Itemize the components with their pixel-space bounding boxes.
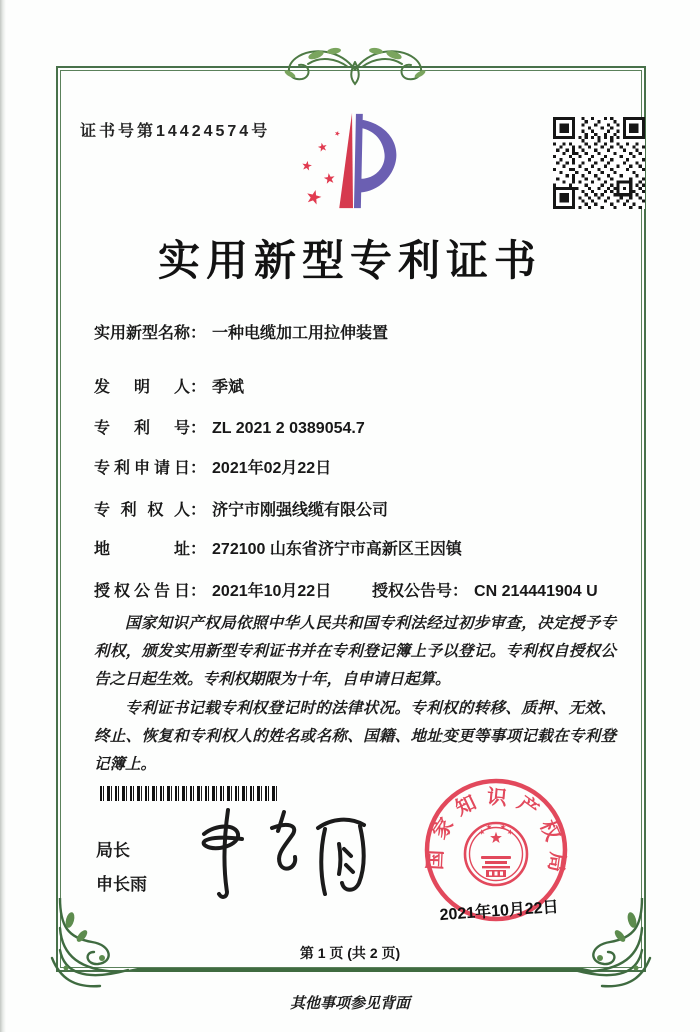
see-back-note: 其他事项参见背面 [289,996,410,1012]
field-value: ZL 2021 2 0389054.7 [212,420,365,437]
director-handwritten-signature [192,804,387,904]
cnipa-patent-logo [293,110,413,218]
field-value: 季斌 [212,379,245,396]
field-value: 272100 山东省济宁市高新区王因镇 [212,541,462,558]
field-row-filing-date: 专利申请日： 2021年02月22日 [94,455,331,478]
field-label: 专利申请日 [94,460,190,477]
grant-number-pair: 授权公告号： CN 214441904 U [372,583,598,600]
grant-number-label: 授权公告号 [372,583,453,600]
barcode [100,786,278,801]
top-floral-ornament [250,34,460,96]
field-value: 2021年02月22日 [212,460,332,477]
director-name: 申长雨 [96,875,147,894]
certificate-title: 实用新型专利证书 [157,239,542,285]
field-label: 专利号 [94,420,190,437]
legal-paragraph-2: 专利证书记载专利权登记时的法律状况。专利权的转移、质押、无效、终止、恢复和专利权人的姓名或名称、国籍、地址变更等事项记载在专利登记簿上。 [94,699,616,774]
grant-row: 授权公告日： 2021年10月22日 授权公告号： CN 214441904 U [94,578,618,601]
field-value: 济宁市刚强线缆有限公司 [212,502,389,519]
grant-date-value: 2021年10月22日 [212,583,332,600]
certificate-number: 证书号第14424574号 [80,123,271,140]
field-label: 专利权人 [94,502,190,519]
director-title: 局长 [96,841,130,860]
field-value: 一种电缆加工用拉伸装置 [212,325,389,342]
grant-number-value: CN 214441904 U [474,583,598,600]
grant-date-label: 授权公告日 [94,583,190,600]
legal-paragraph-1: 国家知识产权局依照中华人民共和国专利法经过初步审查，决定授予专利权，颁发实用新型专利证书并在专利登记簿上予以登记。专利权自授权公告之日起生效。专利权期限为十年，自申请日起算。 [94,615,616,689]
field-row-utility-model-name: 实用新型名称： 一种电缆加工用拉伸装置 [94,320,388,343]
seal-date: 2021年10月22日 [439,898,560,925]
field-label: 地址 [94,541,190,558]
field-row-patent-number: 专利号： ZL 2021 2 0389054.7 [94,415,365,438]
qr-code [553,117,645,209]
seal-org-text: 国家知识产权局 [424,786,569,883]
field-label: 发明人 [94,379,190,396]
page-number: 第 1 页 (共 2 页) [299,945,401,961]
field-row-address: 地址： 272100 山东省济宁市高新区王因镇 [94,536,462,559]
legal-text [94,610,616,779]
field-row-inventor: 发明人： 季斌 [94,374,244,397]
field-label: 实用新型名称 [94,325,191,342]
bottom-border-rule [128,968,592,972]
field-row-patentee: 专利权人： 济宁市刚强线缆有限公司 [94,497,388,520]
national-emblem [465,823,527,885]
